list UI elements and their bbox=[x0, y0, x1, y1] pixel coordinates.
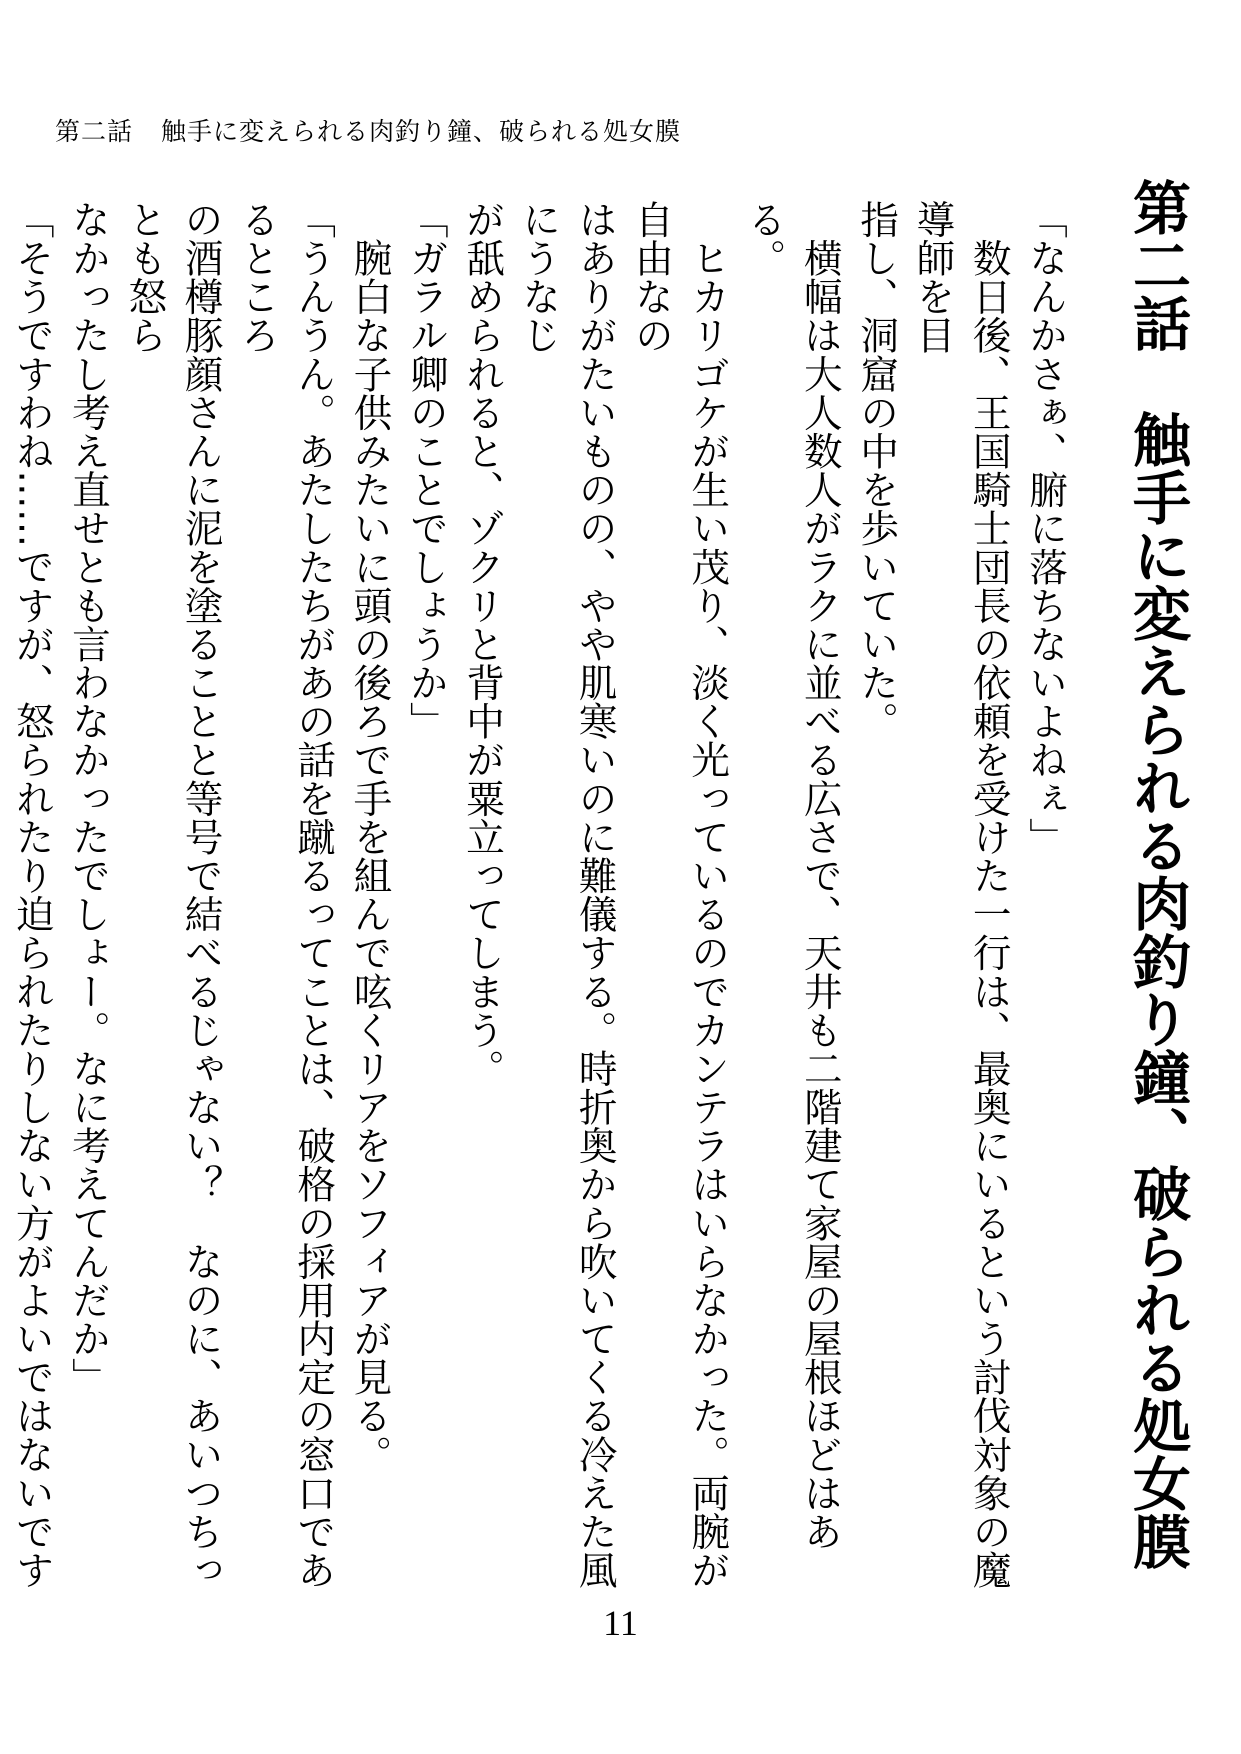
paragraph: 「なんかさぁ、腑に落ちないよねぇ」 bbox=[1023, 200, 1068, 857]
page-number: 11 bbox=[603, 1603, 638, 1643]
running-header bbox=[55, 112, 681, 148]
chapter-title-number: 第二話 bbox=[1123, 178, 1191, 352]
paragraph: ヒカリゴケが生い茂り、淡く光っているのでカンテラはいらなかった。両腕が自由なの はありがたいものの、やや肌寒いのに難儀する。時折奥から吹いてくる冷えた風にうなじ が舐められると、ゾクリと背中が粟立ってしまう。 bbox=[460, 200, 731, 1590]
paragraph: 「そうですわね……ですが、怒られたり迫られたりしない方がよいではないです bbox=[9, 200, 55, 1590]
paragraph: 数日後、王国騎士団長の依頼を受けた一行は、最奥にいるという討伐対象の魔導師を目 指し、洞窟の中を歩いていた。 bbox=[854, 200, 1012, 1590]
paragraph: 「うんうん。あたしたちがあの話を蹴るってことは、破格の採用内定の窓口であるところ の酒樽豚顔さんに泥を塗ることと等号で結べるじゃない？ なのに、あいつちっとも怒ら なかったし考え直せとも言わなかったでしょー。なに考えてんだか」 bbox=[65, 200, 337, 1590]
chapter-title bbox=[1123, 178, 1191, 1598]
paragraph: 腕白な子供みたいに頭の後ろで手を組んで呟くリアをソフィアが見る。 bbox=[347, 200, 393, 1474]
chapter-title-text: 触手に変えられる肉釣り鐘、破られる処女膜 bbox=[1123, 410, 1191, 1570]
running-header-chapter: 第二話 bbox=[55, 117, 134, 146]
body-text bbox=[0, 200, 1073, 1600]
paragraph: 「ガラル卿のことでしょうか」 bbox=[403, 200, 449, 741]
paragraph: 横幅は大人数人がラクに並べる広さで、天井も二階建て家屋の屋根ほどはある。 bbox=[741, 200, 843, 1551]
running-header-title: 触手に変えられる肉釣り鐘、破られる処女膜 bbox=[161, 117, 682, 146]
